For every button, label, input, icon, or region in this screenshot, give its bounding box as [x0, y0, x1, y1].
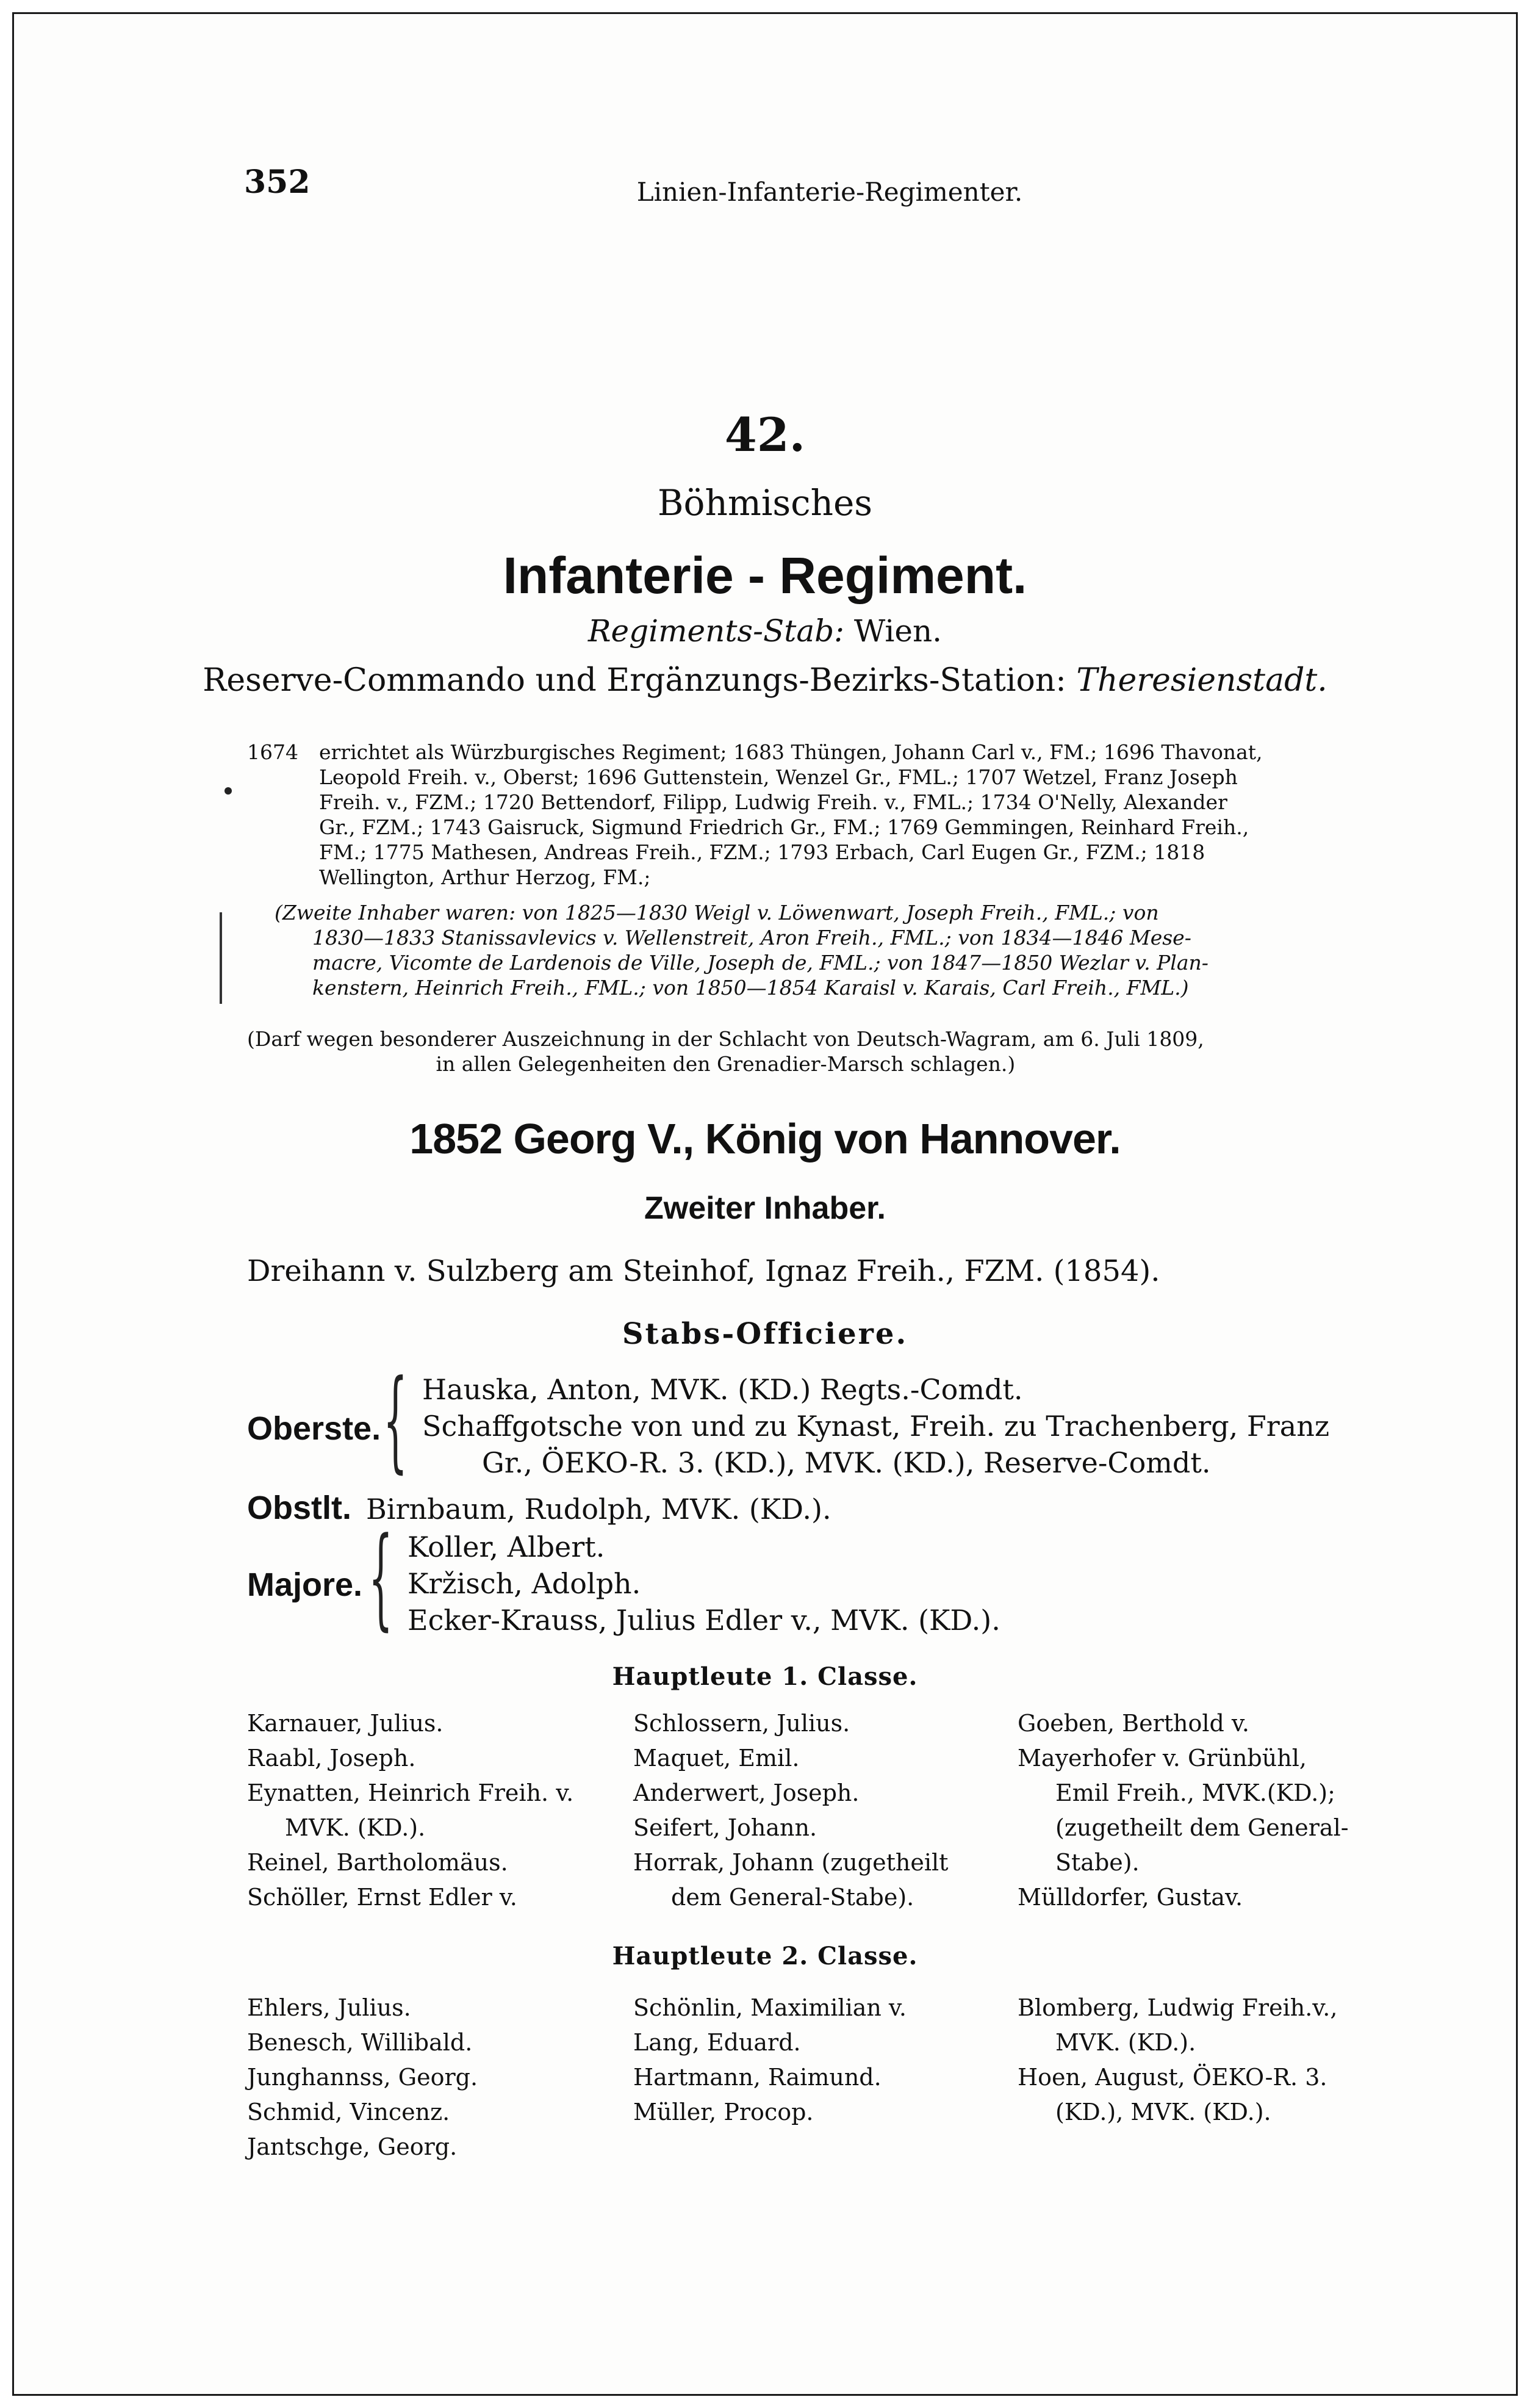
- regiment-origin: Böhmisches: [657, 482, 873, 524]
- history-line: Leopold Freih. v., Oberst; 1696 Guttenstein, Wenzel Gr., FML.; 1707 Wetzel, Franz Joseph: [319, 765, 1238, 789]
- history-line: 1674 errichtet als Würzburgisches Regiment; 1683 Thüngen, Johann Carl v., FM.; 1696 Thavonat,: [247, 740, 1263, 764]
- regiment-note: [247, 1026, 1204, 1076]
- list-item: Karnauer, Julius.: [247, 1710, 444, 1737]
- list-item: Benesch, Willibald.: [247, 2029, 473, 2056]
- brace: {: [383, 1357, 408, 1484]
- list-item: Hartmann, Raimund.: [633, 2064, 882, 2091]
- stab-label: Regiments-Stab:: [587, 613, 844, 649]
- list-item: Eynatten, Heinrich Freih. v.: [247, 1779, 574, 1806]
- list-item: Goeben, Berthold v.: [1018, 1710, 1249, 1737]
- regiment-number: 42.: [724, 408, 806, 462]
- major-line: Ecker-Krauss, Julius Edler v., MVK. (KD.).: [408, 1604, 1000, 1637]
- second-owners-line: kenstern, Heinrich Freih., FML.; von 1850—1854 Karaisl v. Karais, Carl Freih., FML.): [312, 976, 1189, 1000]
- list-item: Ehlers, Julius.: [247, 1994, 411, 2021]
- list-item: Blomberg, Ludwig Freih.v.,: [1018, 1994, 1338, 2021]
- history-line: FM.; 1775 Mathesen, Andreas Freih., FZM.; 1793 Erbach, Carl Eugen Gr., FZM.; 1818: [319, 840, 1205, 864]
- major-line: Koller, Albert.: [408, 1530, 605, 1563]
- captains-1-col-1: [247, 1706, 573, 1915]
- list-item: (zugetheilt dem General-: [1055, 1814, 1349, 1841]
- list-item: (KD.), MVK. (KD.).: [1055, 2099, 1271, 2125]
- page-number: 352: [244, 164, 311, 201]
- list-item: Stabe).: [1055, 1849, 1140, 1876]
- second-owners-line: macre, Vicomte de Lardenois de Ville, Joseph de, FML.; von 1847—1850 Wezlar v. Plan-: [312, 951, 1209, 975]
- oberste-label: Oberste.: [247, 1410, 381, 1447]
- running-title: Linien-Infanterie-Regimenter.: [636, 177, 1023, 207]
- list-item: Anderwert, Joseph.: [633, 1779, 860, 1806]
- list-item: Mayerhofer v. Grünbühl,: [1018, 1745, 1307, 1772]
- obstlt-name: Birnbaum, Rudolph, MVK. (KD.).: [366, 1493, 831, 1526]
- oberst-line: Schaffgotsche von und zu Kynast, Freih. zu Trachenberg, Franz: [422, 1410, 1330, 1443]
- list-item: Emil Freih., MVK.(KD.);: [1055, 1779, 1335, 1806]
- list-item: Schönlin, Maximilian v.: [633, 1994, 907, 2021]
- list-item: MVK. (KD.).: [1055, 2029, 1196, 2056]
- captains-1-heading: Hauptleute 1. Classe.: [612, 1662, 918, 1691]
- captains-1-col-2: [633, 1706, 948, 1915]
- majore-label: Majore.: [247, 1566, 363, 1603]
- staff-officers-heading: Stabs-Officiere.: [622, 1317, 908, 1351]
- regiment-stab: [0, 613, 1530, 649]
- list-item: Mülldorfer, Gustav.: [1018, 1884, 1243, 1911]
- captains-1-col-3: [1018, 1706, 1349, 1915]
- regiment-history: [247, 740, 1376, 890]
- note-line: in allen Gelegenheiten den Grenadier-Marsch schlagen.): [436, 1052, 1016, 1076]
- list-item: Junghannss, Georg.: [247, 2064, 478, 2091]
- list-item: Jantschge, Georg.: [247, 2133, 458, 2160]
- margin-dot: [224, 787, 232, 795]
- list-item: Maquet, Emil.: [633, 1745, 800, 1772]
- history-line: Freih. v., FZM.; 1720 Bettendorf, Filipp, Ludwig Freih. v., FML.; 1734 O'Nelly, Alexander: [319, 790, 1227, 814]
- history-line: Gr., FZM.; 1743 Gaisruck, Sigmund Friedrich Gr., FM.; 1769 Gemmingen, Reinhard Freih.,: [319, 815, 1249, 839]
- reserve-place: Theresienstadt.: [1076, 662, 1327, 699]
- list-item: MVK. (KD.).: [285, 1814, 426, 1841]
- list-item: Seifert, Johann.: [633, 1814, 817, 1841]
- list-item: Schöller, Ernst Edler v.: [247, 1884, 517, 1911]
- reserve-station: [0, 662, 1530, 699]
- list-item: Lang, Eduard.: [633, 2029, 801, 2056]
- list-item: Reinel, Bartholomäus.: [247, 1849, 508, 1876]
- list-item: Schlossern, Julius.: [633, 1710, 850, 1737]
- major-line: Kržisch, Adolph.: [408, 1567, 641, 1600]
- margin-mark: [220, 912, 222, 1004]
- list-item: Müller, Procop.: [633, 2099, 814, 2125]
- stab-place: Wien.: [853, 613, 943, 649]
- history-year: 1674: [247, 740, 298, 764]
- second-owners-line: (Zweite Inhaber waren: von 1825—1830 Weigl v. Löwenwart, Joseph Freih., FML.; von: [275, 901, 1159, 925]
- second-owners-line: 1830—1833 Stanissavlevics v. Wellenstreit, Aron Freih., FML.; von 1834—1846 Mese-: [312, 926, 1191, 950]
- oberst-line: Gr., ÖEKO-R. 3. (KD.), MVK. (KD.), Reserve-Comdt.: [482, 1446, 1211, 1479]
- second-owner-name: Dreihann v. Sulzberg am Steinhof, Ignaz Freih., FZM. (1854).: [247, 1254, 1160, 1288]
- list-item: Horrak, Johann (zugetheilt: [633, 1849, 949, 1876]
- captains-2-heading: Hauptleute 2. Classe.: [612, 1942, 918, 1970]
- second-owners-history: [275, 900, 1209, 1000]
- owner: 1852 Georg V., König von Hannover.: [409, 1115, 1121, 1163]
- list-item: Hoen, August, ÖEKO-R. 3.: [1018, 2064, 1327, 2091]
- note-line: (Darf wegen besonderer Auszeichnung in der Schlacht von Deutsch-Wagram, am 6. Juli 1809,: [247, 1027, 1204, 1051]
- obstlt-label: Obstlt.: [247, 1490, 351, 1526]
- list-item: dem General-Stabe).: [671, 1884, 914, 1911]
- history-line: Wellington, Arthur Herzog, FM.;: [319, 865, 651, 889]
- list-item: Raabl, Joseph.: [247, 1745, 416, 1772]
- second-owner-heading: Zweiter Inhaber.: [644, 1191, 886, 1226]
- list-item: Schmid, Vincenz.: [247, 2099, 450, 2125]
- brace: {: [368, 1514, 393, 1642]
- captains-2-col-1: [247, 1991, 478, 2165]
- oberst-line: Hauska, Anton, MVK. (KD.) Regts.-Comdt.: [422, 1373, 1023, 1406]
- reserve-label: Reserve-Commando und Ergänzungs-Bezirks-Station:: [203, 662, 1066, 699]
- regiment-title: Infanterie - Regiment.: [503, 547, 1027, 604]
- captains-2-col-3: [1018, 1991, 1337, 2130]
- captains-2-col-2: [633, 1991, 907, 2130]
